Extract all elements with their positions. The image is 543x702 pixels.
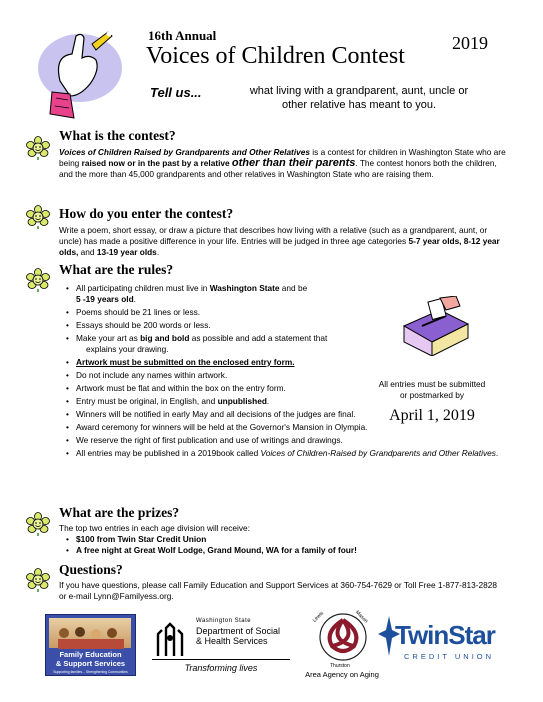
aaa-label: Area Agency on Aging xyxy=(305,670,379,679)
page-title: Voices of Children Contest xyxy=(146,43,405,69)
list-item: • $100 from Twin Star Credit Union xyxy=(64,534,484,545)
what-text-a: is a contest for children in Washington State who are being xyxy=(59,147,506,168)
dshs-line-2: Department of Social xyxy=(196,626,281,636)
tagline xyxy=(214,84,504,112)
what-text-b: . The contest honors both the children, and the more than 45,000 grandparents and other relatives in Washington State who are raising them. xyxy=(59,158,497,179)
tell-us-label: Tell us... xyxy=(150,85,202,100)
section-heading-how: How do you enter the contest? xyxy=(59,206,234,221)
tagline-line-1: what living with a grandparent, aunt, uncle or xyxy=(249,85,469,97)
flower-icon xyxy=(25,205,51,229)
dshs-line-1: Washington State xyxy=(196,618,252,624)
dshs-line-3: & Health Services xyxy=(196,636,268,646)
list-item: • Artwork must be submitted on the enclosed entry form. xyxy=(64,357,364,368)
how-paragraph xyxy=(59,225,509,258)
list-item: • All entries may be published in a 2019book called Voices of Children-Raised by Grandparents and Other Relatives. xyxy=(64,448,516,459)
flower-icon xyxy=(25,568,51,592)
prizes-list xyxy=(64,534,484,558)
flower-icon xyxy=(25,136,51,160)
dshs-logo xyxy=(152,618,292,678)
fess-logo xyxy=(45,614,136,676)
ballot-clipart xyxy=(400,296,472,356)
section-heading-what: What is the contest? xyxy=(59,128,176,143)
twinstar-logo xyxy=(378,616,508,666)
section-heading-rules: What are the rules? xyxy=(59,262,174,277)
list-item: • Make your art as big and bold as possible and add a statement that explains your drawing. xyxy=(64,333,364,355)
aaa-thurston: Thurston xyxy=(330,663,350,669)
deadline-line-2: or postmarked by xyxy=(399,390,465,400)
how-end: . xyxy=(156,247,160,257)
aaa-mason: Mason xyxy=(354,609,369,625)
dshs-emblem-icon xyxy=(152,620,190,658)
hand-crayon-clipart xyxy=(30,26,138,124)
list-item: • A free night at Great Wolf Lodge, Grand Mound, WA for a family of four! xyxy=(64,545,484,556)
flower-icon xyxy=(25,268,51,292)
fess-tagline: Supporting families... Strengthening Communities xyxy=(53,670,128,674)
contest-name: Voices of Children Raised by Grandparents and Other Relatives xyxy=(59,147,310,157)
twinstar-name: TwinStar xyxy=(395,620,495,650)
list-item: • Poems should be 21 lines or less. xyxy=(64,307,364,318)
annual-label: 16th Annual xyxy=(148,28,217,43)
year-label: 2019 xyxy=(452,33,488,53)
how-text: Write a poem, short essay, or draw a picture that describes how living with a relative (such as a grandparent, aunt, or uncle) has made a positive difference in your life. Entries will be judged in three age categories xyxy=(59,225,488,246)
what-other-than-parents: other than their parents xyxy=(231,157,356,169)
list-item: • All participating children must live in Washington State and be 5 -19 years old. xyxy=(64,283,364,305)
how-and: and xyxy=(78,247,97,257)
flower-icon xyxy=(25,512,51,536)
deadline-date: April 1, 2019 xyxy=(389,407,475,424)
list-item: • Do not include any names within artwork. xyxy=(64,370,364,381)
section-heading-questions: Questions? xyxy=(59,562,123,577)
aaa-lewis: Lewis xyxy=(311,610,326,624)
aaa-logo xyxy=(292,609,392,682)
list-item: • Award ceremony for winners will be held at the Governor's Mansion in Olympia. xyxy=(64,422,516,433)
twinstar-sub: CREDIT UNION xyxy=(404,652,495,661)
how-categories: 5-7 year olds, 8-12 year olds, xyxy=(59,236,500,257)
family-figures-icon xyxy=(52,625,130,649)
list-item: • Essays should be 200 words or less. xyxy=(64,320,364,331)
fess-line-1: Family Education xyxy=(59,650,122,659)
dshs-tagline: Transforming lives xyxy=(184,663,258,673)
how-category-3: 13-19 year olds xyxy=(96,247,157,257)
deadline-line-1: All entries must be submitted xyxy=(378,379,486,389)
list-item: • Artwork must be flat and within the box on the entry form. xyxy=(64,383,364,394)
what-paragraph xyxy=(59,147,509,180)
questions-paragraph: If you have questions, please call Family Education and Support Services at 360-754-7629 or Toll Free 1-877-813-2828 or e-mail Lynn@Familyess.org. xyxy=(59,580,498,601)
fess-line-2: & Support Services xyxy=(55,658,126,668)
tagline-line-2: other relative has meant to you. xyxy=(281,99,437,111)
deadline-box xyxy=(362,379,502,425)
what-raised: raised now or in the past by a relative xyxy=(81,158,232,168)
list-item: • Winners will be notified in early May and all decisions of the judges are final. xyxy=(64,409,364,420)
list-item: • Entry must be original, in English, and unpublished. xyxy=(64,396,364,407)
prizes-intro: The top two entries in each age division will receive: xyxy=(59,523,250,533)
list-item: • We reserve the right of first publication and use of writings and drawings. xyxy=(64,435,516,446)
section-heading-prizes: What are the prizes? xyxy=(59,505,180,520)
